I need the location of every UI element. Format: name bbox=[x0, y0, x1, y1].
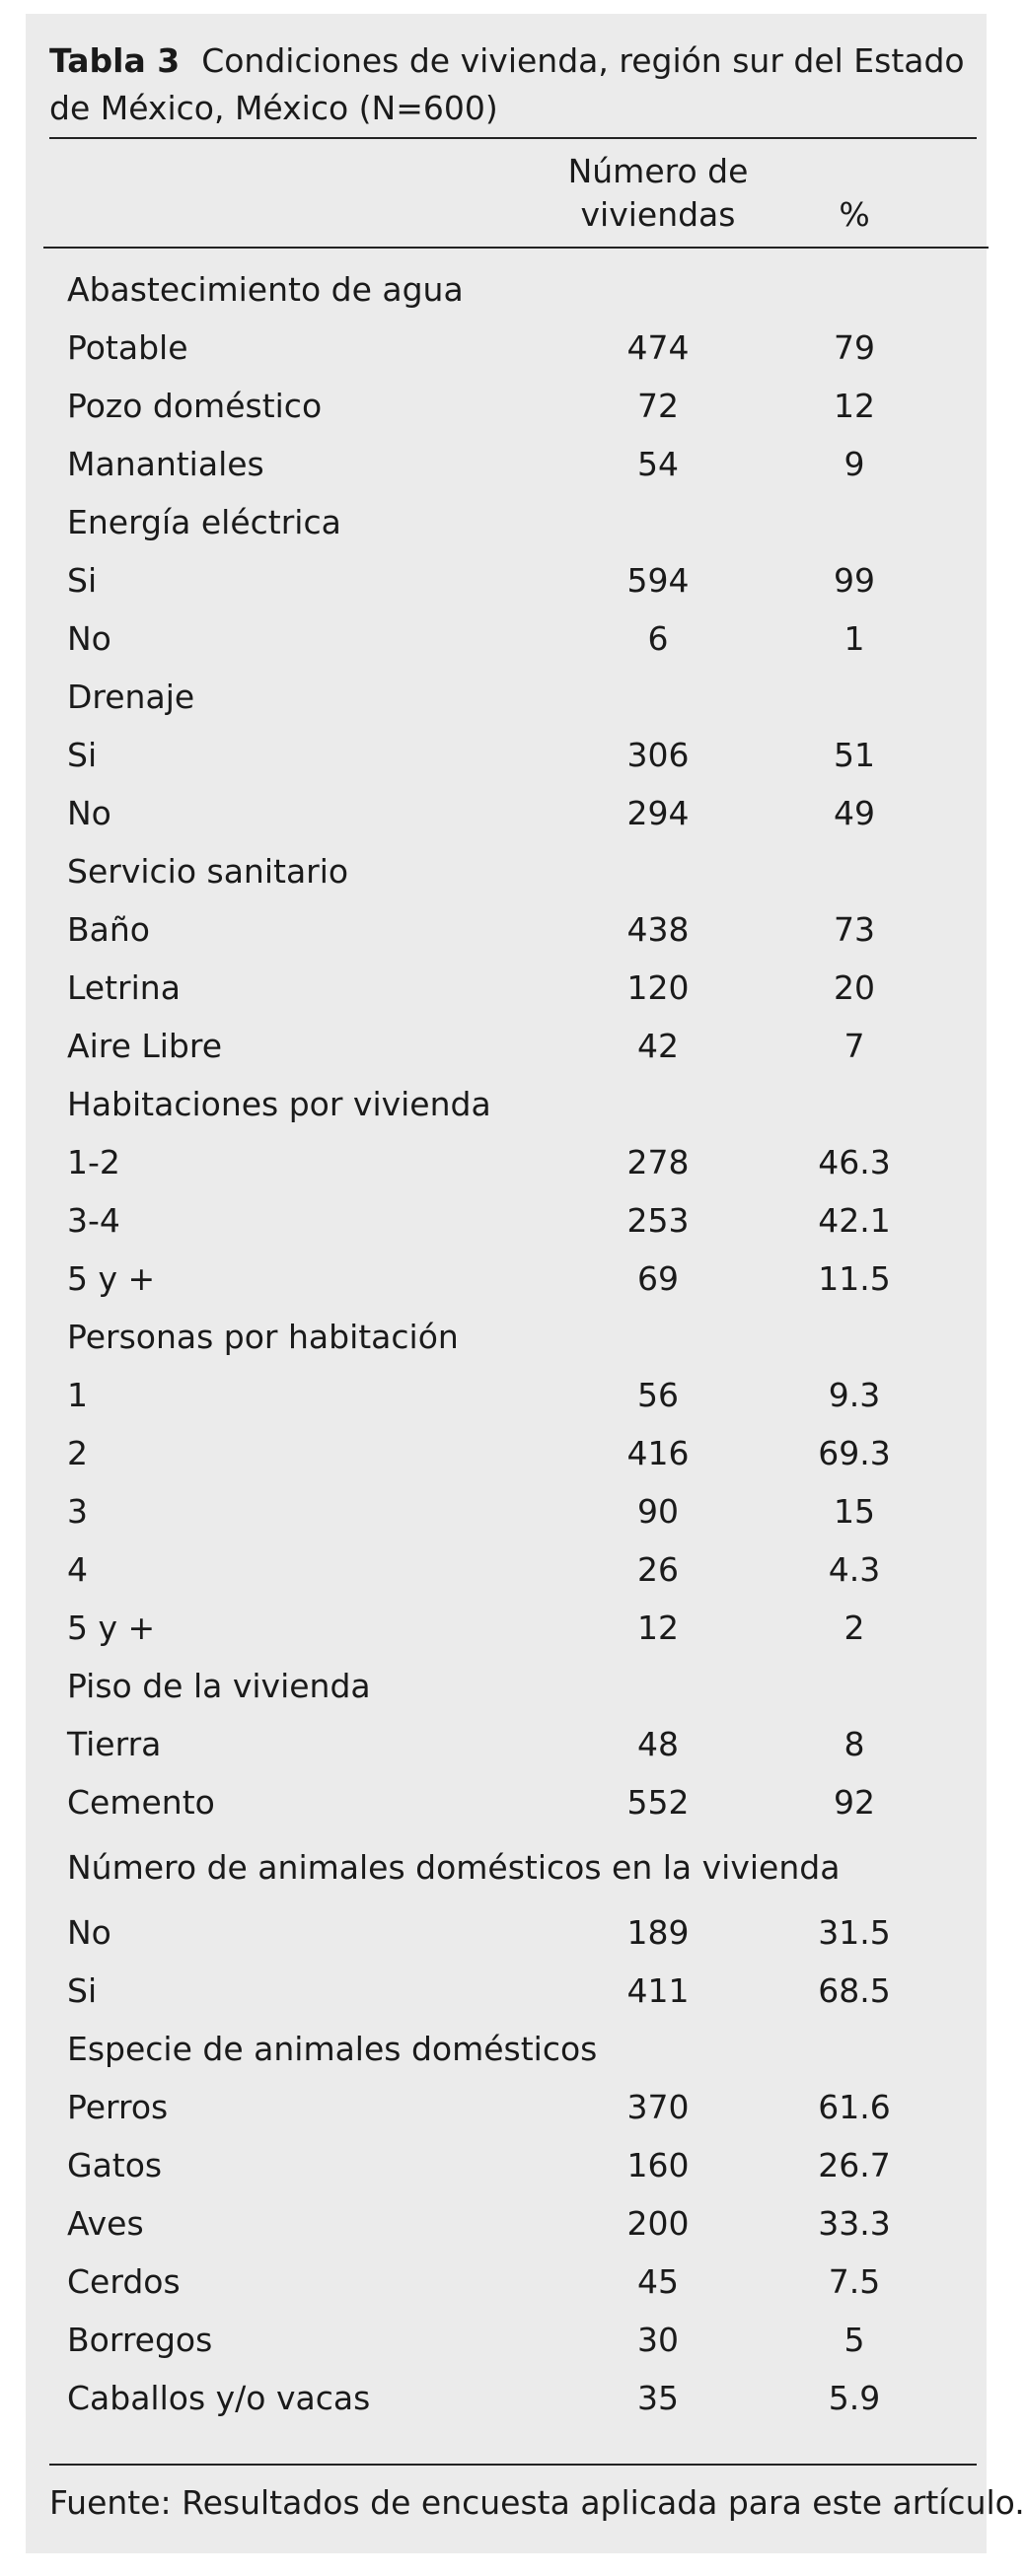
row-label: Si bbox=[67, 1971, 98, 2010]
row-count: 294 bbox=[626, 794, 690, 832]
table-panel bbox=[26, 14, 1025, 2553]
row-label: 5 y + bbox=[67, 1609, 156, 1647]
column-header-count: Número de viviendas bbox=[567, 152, 749, 234]
row-count: 12 bbox=[637, 1609, 679, 1647]
row-label: Piso de la vivienda bbox=[67, 1667, 371, 1705]
row-label: Energía eléctrica bbox=[67, 503, 341, 541]
row-count: 474 bbox=[626, 328, 690, 367]
row-percent: 5 bbox=[844, 2321, 865, 2359]
table-row bbox=[26, 1540, 987, 1599]
table-title: Condiciones de vivienda, región sur del Estado de México, México (N=600) bbox=[49, 41, 965, 127]
row-percent: 9 bbox=[844, 445, 865, 483]
table-row bbox=[26, 959, 987, 1017]
row-count: 594 bbox=[626, 561, 690, 600]
row-percent: 20 bbox=[834, 968, 875, 1007]
table-row bbox=[26, 2369, 987, 2427]
row-count: 6 bbox=[647, 619, 669, 658]
table-row bbox=[26, 1599, 987, 1657]
table-row bbox=[26, 609, 987, 668]
row-label: Habitaciones por vivienda bbox=[67, 1085, 491, 1123]
table-row bbox=[26, 1903, 987, 1962]
row-label: Potable bbox=[67, 328, 188, 367]
row-percent: 15 bbox=[834, 1492, 875, 1531]
row-percent: 7 bbox=[844, 1027, 865, 1065]
table-row bbox=[26, 551, 987, 609]
row-count: 253 bbox=[626, 1201, 690, 1240]
row-label: Baño bbox=[67, 910, 150, 949]
table-group-row bbox=[26, 1657, 987, 1715]
row-count: 189 bbox=[626, 1913, 690, 1952]
row-label: No bbox=[67, 619, 111, 658]
row-percent: 2 bbox=[844, 1609, 865, 1647]
row-label: Pozo doméstico bbox=[67, 387, 323, 425]
bottom-rule bbox=[49, 2464, 977, 2466]
row-count: 26 bbox=[637, 1550, 679, 1589]
table-group-row bbox=[26, 1075, 987, 1133]
row-percent: 1 bbox=[844, 619, 865, 658]
table-row bbox=[26, 2194, 987, 2253]
row-count: 72 bbox=[637, 387, 679, 425]
column-header-percent: % bbox=[839, 195, 870, 234]
row-percent: 49 bbox=[834, 794, 875, 832]
row-percent: 61.6 bbox=[818, 2088, 891, 2126]
row-count: 45 bbox=[637, 2262, 679, 2301]
row-label: 3 bbox=[67, 1492, 88, 1531]
row-label: Abastecimiento de agua bbox=[67, 270, 464, 309]
row-percent: 99 bbox=[834, 561, 875, 600]
row-label: 1-2 bbox=[67, 1143, 120, 1181]
table-row bbox=[26, 377, 987, 435]
table-row bbox=[26, 1715, 987, 1773]
row-label: Si bbox=[67, 736, 98, 774]
header-rule bbox=[43, 247, 989, 249]
table-row bbox=[26, 2136, 987, 2194]
row-percent: 12 bbox=[834, 387, 875, 425]
row-label: Drenaje bbox=[67, 678, 195, 716]
table-group-row bbox=[26, 668, 987, 726]
row-percent: 69.3 bbox=[818, 1434, 891, 1472]
row-percent: 31.5 bbox=[818, 1913, 891, 1952]
table-group-row bbox=[26, 1308, 987, 1366]
row-count: 552 bbox=[626, 1783, 690, 1822]
row-label: Manantiales bbox=[67, 445, 264, 483]
table-caption bbox=[49, 37, 987, 132]
row-percent: 73 bbox=[834, 910, 875, 949]
row-count: 370 bbox=[626, 2088, 690, 2126]
row-label: 1 bbox=[67, 1376, 88, 1414]
row-label: Especie de animales domésticos bbox=[67, 2030, 598, 2068]
row-label: Si bbox=[67, 561, 98, 600]
table-row bbox=[26, 1133, 987, 1191]
table-row bbox=[26, 1250, 987, 1308]
table-row bbox=[26, 2253, 987, 2311]
table-row bbox=[26, 900, 987, 959]
row-count: 48 bbox=[637, 1725, 679, 1763]
row-percent: 5.9 bbox=[828, 2379, 881, 2417]
row-label: No bbox=[67, 794, 111, 832]
table-row bbox=[26, 1366, 987, 1424]
row-percent: 11.5 bbox=[818, 1259, 891, 1298]
table-group-row bbox=[26, 1838, 987, 1896]
table-row bbox=[26, 2078, 987, 2136]
table-row bbox=[26, 726, 987, 784]
row-percent: 26.7 bbox=[818, 2146, 891, 2184]
row-label: 2 bbox=[67, 1434, 88, 1472]
top-rule bbox=[49, 137, 977, 139]
row-label: Perros bbox=[67, 2088, 169, 2126]
row-count: 411 bbox=[626, 1971, 690, 2010]
row-percent: 68.5 bbox=[818, 1971, 891, 2010]
row-percent: 51 bbox=[834, 736, 875, 774]
row-label: Servicio sanitario bbox=[67, 852, 349, 891]
row-label: Caballos y/o vacas bbox=[67, 2379, 371, 2417]
table-row bbox=[26, 435, 987, 493]
table-row bbox=[26, 1482, 987, 1540]
row-label: Cerdos bbox=[67, 2262, 181, 2301]
table-row bbox=[26, 2311, 987, 2369]
row-label: Letrina bbox=[67, 968, 181, 1007]
row-label: No bbox=[67, 1913, 111, 1952]
row-count: 90 bbox=[637, 1492, 679, 1531]
table-group-row bbox=[26, 493, 987, 551]
row-percent: 79 bbox=[834, 328, 875, 367]
row-count: 120 bbox=[626, 968, 690, 1007]
row-label: Número de animales domésticos en la vivienda bbox=[67, 1848, 841, 1887]
row-label: Aire Libre bbox=[67, 1027, 223, 1065]
row-count: 30 bbox=[637, 2321, 679, 2359]
row-count: 56 bbox=[637, 1376, 679, 1414]
table-row bbox=[26, 1191, 987, 1250]
table-row bbox=[26, 319, 987, 377]
row-count: 200 bbox=[626, 2204, 690, 2243]
row-percent: 42.1 bbox=[818, 1201, 891, 1240]
row-label: Personas por habitación bbox=[67, 1318, 459, 1356]
row-count: 42 bbox=[637, 1027, 679, 1065]
row-count: 416 bbox=[626, 1434, 690, 1472]
row-count: 278 bbox=[626, 1143, 690, 1181]
table-row bbox=[26, 1962, 987, 2020]
row-label: 4 bbox=[67, 1550, 88, 1589]
table-row bbox=[26, 784, 987, 842]
table-group-row bbox=[26, 260, 987, 319]
table-row bbox=[26, 1773, 987, 1831]
row-label: Cemento bbox=[67, 1783, 215, 1822]
row-count: 54 bbox=[637, 445, 679, 483]
row-label: Aves bbox=[67, 2204, 144, 2243]
row-label: 3-4 bbox=[67, 1201, 120, 1240]
table-label: Tabla 3 bbox=[49, 41, 181, 80]
row-count: 69 bbox=[637, 1259, 679, 1298]
table-row bbox=[26, 1424, 987, 1482]
table-group-row bbox=[26, 2020, 987, 2078]
row-label: Tierra bbox=[67, 1725, 162, 1763]
row-count: 160 bbox=[626, 2146, 690, 2184]
row-percent: 46.3 bbox=[818, 1143, 891, 1181]
row-count: 306 bbox=[626, 736, 690, 774]
table-row bbox=[26, 1017, 987, 1075]
row-label: Borregos bbox=[67, 2321, 213, 2359]
row-label: 5 y + bbox=[67, 1259, 156, 1298]
row-percent: 7.5 bbox=[828, 2262, 881, 2301]
row-percent: 92 bbox=[834, 1783, 875, 1822]
row-label: Gatos bbox=[67, 2146, 163, 2184]
row-count: 35 bbox=[637, 2379, 679, 2417]
table-group-row bbox=[26, 842, 987, 900]
row-count: 438 bbox=[626, 910, 690, 949]
row-percent: 33.3 bbox=[818, 2204, 891, 2243]
table-source-note: Fuente: Resultados de encuesta aplicada para este artículo. bbox=[49, 2483, 1025, 2522]
row-percent: 9.3 bbox=[828, 1376, 881, 1414]
row-percent: 4.3 bbox=[828, 1550, 881, 1589]
row-percent: 8 bbox=[844, 1725, 865, 1763]
